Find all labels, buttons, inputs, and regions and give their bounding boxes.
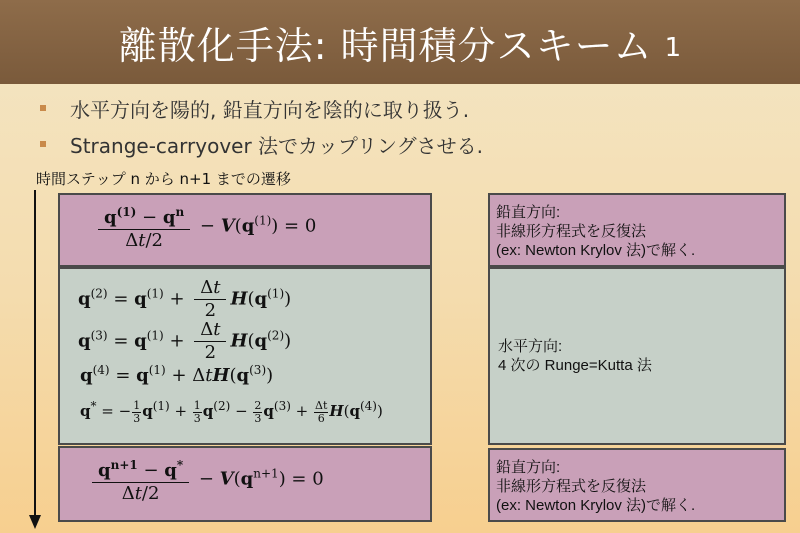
note-line: 4 次の Runge=Kutta 法: [498, 357, 652, 374]
time-arrow-head-icon: [29, 515, 41, 529]
vertical-step-2-box: [58, 446, 432, 522]
bullet-text: 水平方向を陽的, 鉛直方向を陰的に取り扱う.: [70, 97, 470, 122]
vertical-equation-1: $\frac{q^{(1)} - q^n}{\Delta t/2}$ − $V(q^{(1)}) = 0$: [94, 201, 316, 252]
note-line: (ex: Newton Krylov 法)で解く.: [496, 242, 696, 259]
slide-title-number: 1: [664, 33, 682, 63]
timestep-caption: 時間ステップ n から n+1 までの遷移: [36, 170, 291, 188]
note-text: [496, 458, 695, 515]
bullet-item: [40, 90, 780, 126]
bullet-list: [40, 90, 780, 162]
vertical-equation-2: $\frac{q^{n+1} - q^*}{\Delta t/2}$ − $V(q^{n+1}) = 0$: [88, 454, 324, 505]
bullet-item: [40, 126, 780, 162]
note-line: 鉛直方向:: [496, 204, 561, 221]
note-line: 水平方向:: [498, 338, 563, 355]
bullet-marker-icon: [40, 141, 46, 147]
rk-equation-1: $q^{(2)} = q^{(1)}$ + $\frac{\Delta t}{2}$ $H(q^{(1)})$: [78, 277, 292, 321]
rk-equation-4: q* = − $\frac{1}{3}$ $q^{(1)}$ + $\frac{1}{3}$ $q^{(2)}$ − $\frac{2}{3}$ $q^{(3)}$ + $\frac{\Delta t}{6}$ $H(q^{(4)})$: [80, 398, 383, 425]
rk-equation-3: $q^{(4)} = q^{(1)} + \Delta tH(q^{(3)})$: [80, 363, 274, 386]
rk-equation-2: $q^{(3)} = q^{(1)}$ + $\frac{\Delta t}{2}$ $H(q^{(2)})$: [78, 319, 292, 363]
note-text: [496, 203, 695, 260]
note-line: (ex: Newton Krylov 法)で解く.: [496, 497, 696, 514]
time-arrow-line: [34, 190, 36, 518]
runge-kutta-box: [58, 267, 432, 445]
note-text: [498, 337, 652, 375]
note-vertical-1: [488, 193, 786, 267]
slide-title: 離散化手法: 時間積分スキーム: [118, 23, 653, 68]
note-line: 鉛直方向:: [496, 459, 561, 476]
note-horizontal: [488, 267, 786, 445]
bullet-text: Strange-carryover 法でカップリングさせる.: [70, 133, 484, 158]
title-bar: [0, 0, 800, 84]
note-line: 非線形方程式を反復法: [496, 478, 647, 495]
note-vertical-2: [488, 448, 786, 522]
note-line: 非線形方程式を反復法: [496, 223, 647, 240]
bullet-marker-icon: [40, 105, 46, 111]
vertical-step-1-box: [58, 193, 432, 267]
